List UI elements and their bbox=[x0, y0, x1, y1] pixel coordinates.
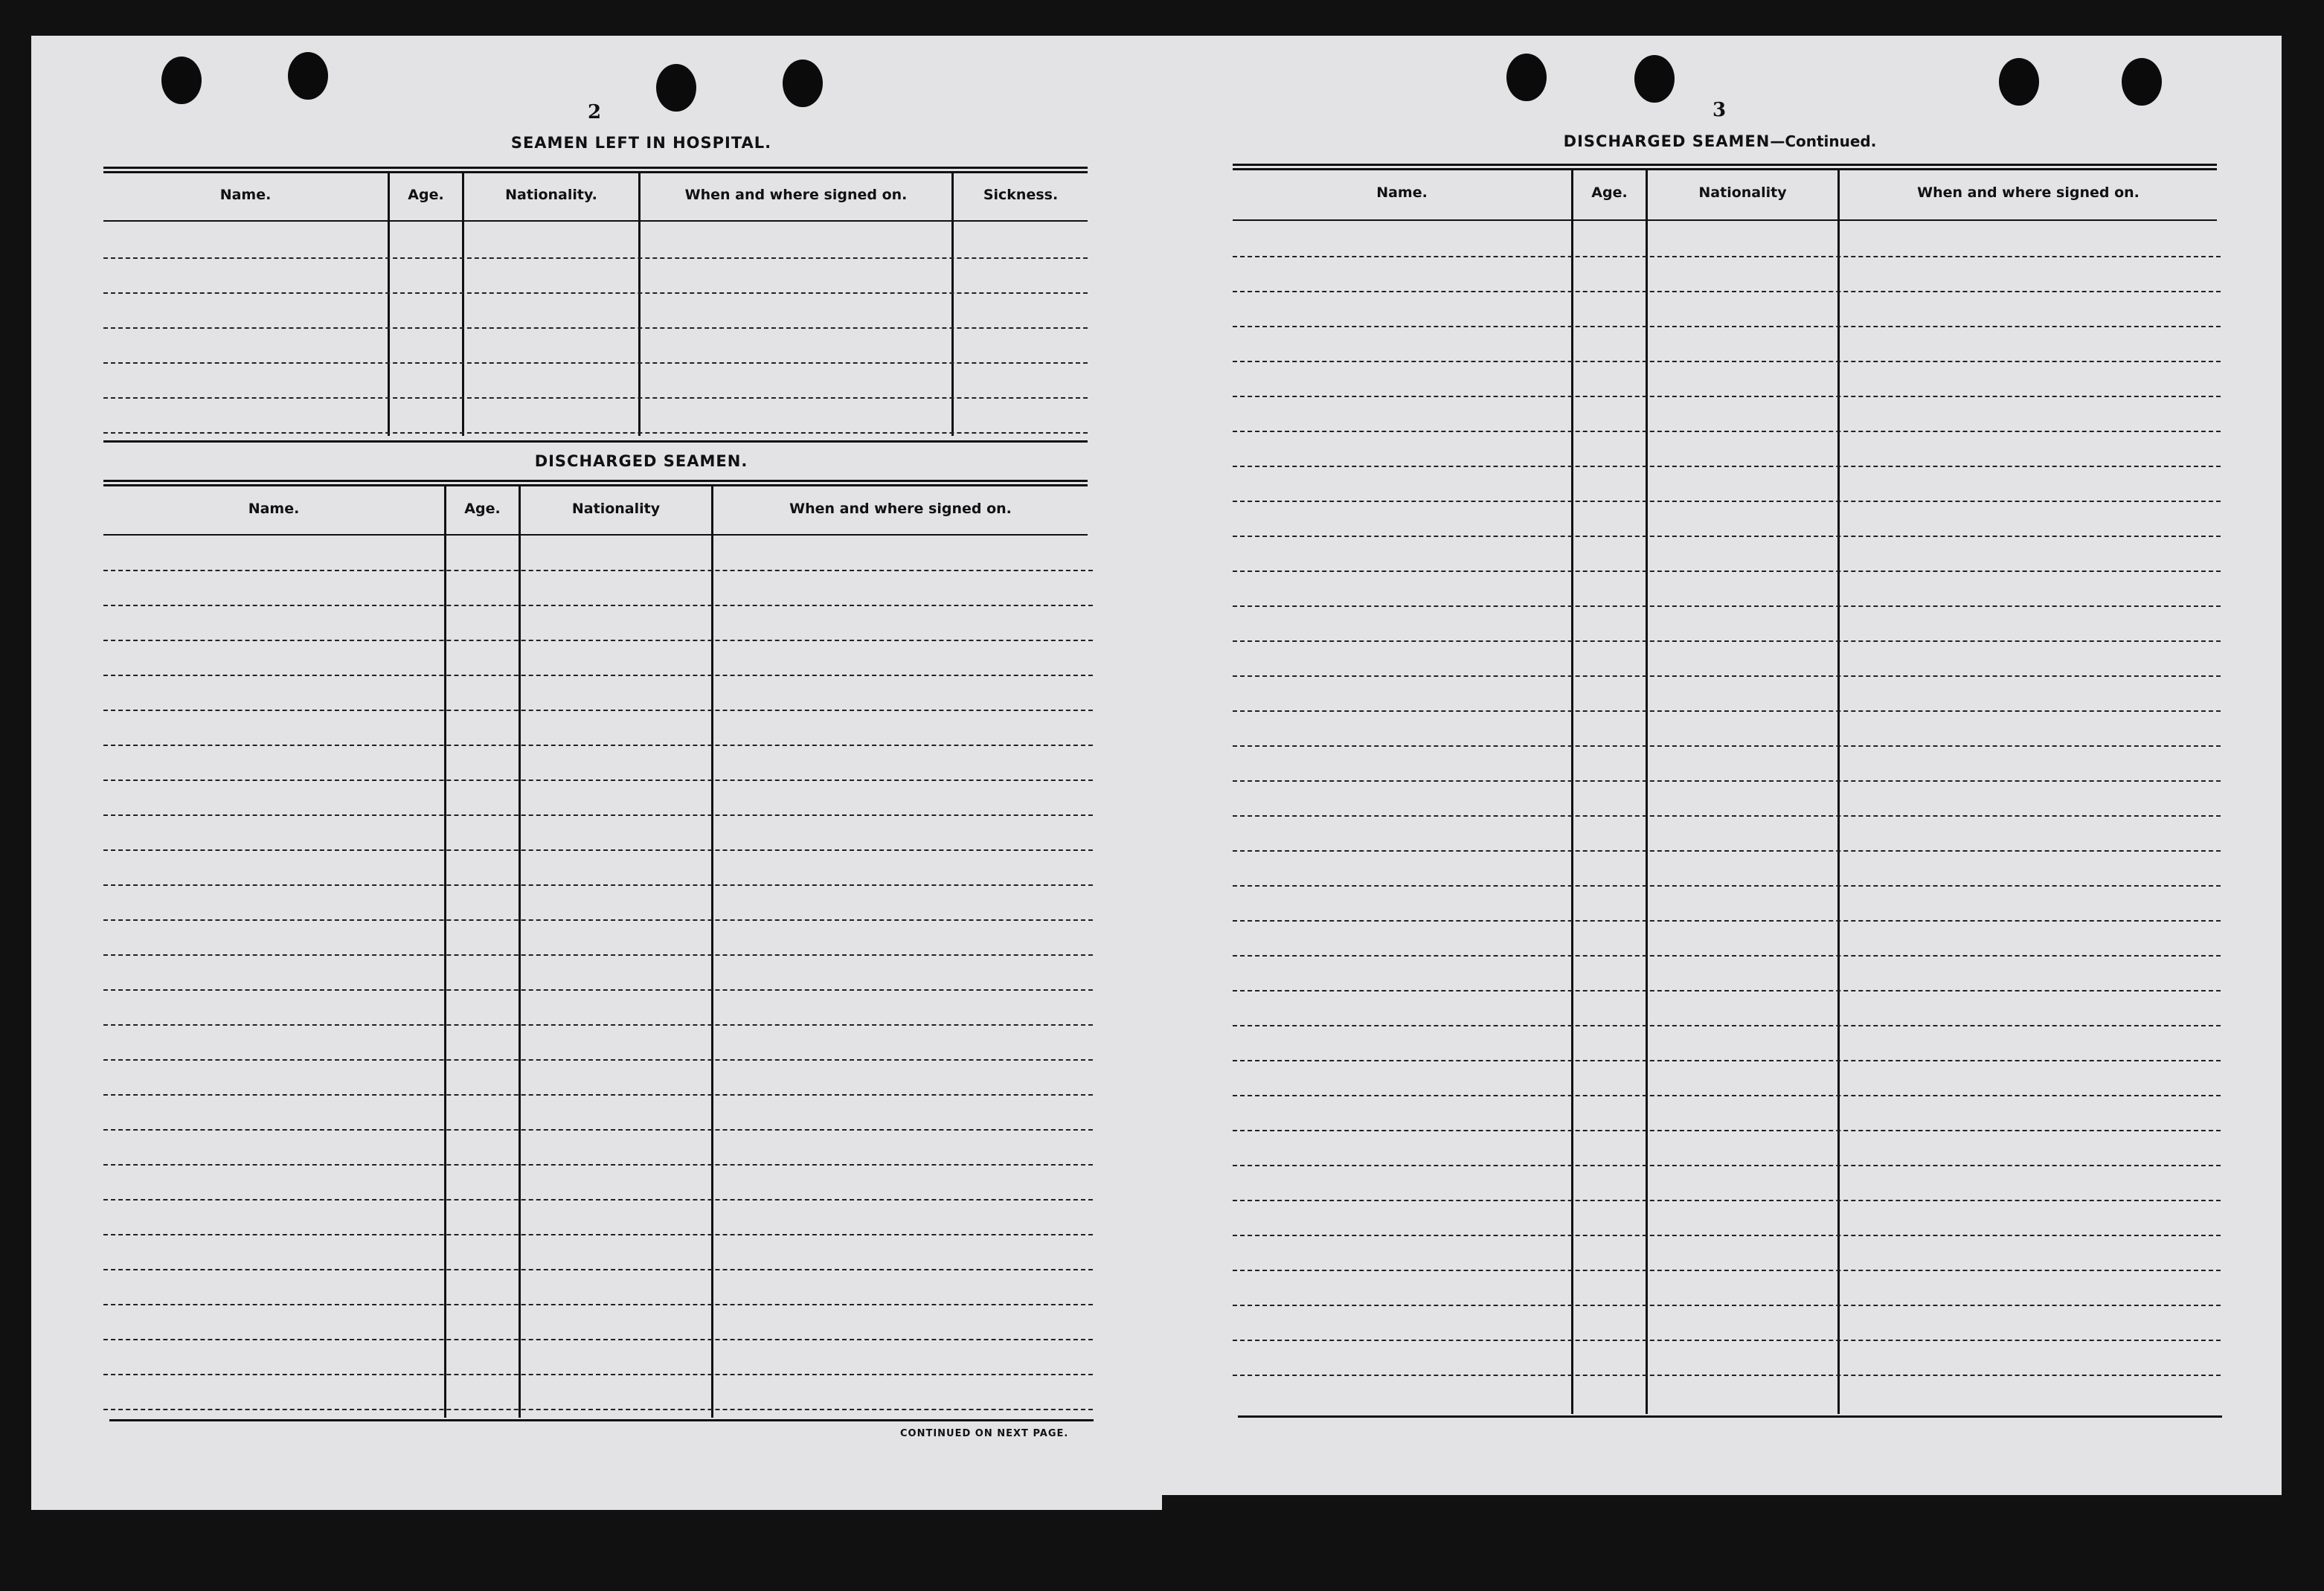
ruled-row-line bbox=[1233, 1165, 2221, 1166]
ruled-row-line bbox=[1233, 920, 2221, 922]
discharged-header-rule bbox=[103, 534, 1088, 536]
ruled-row-line bbox=[1233, 605, 2221, 607]
ruled-row-line bbox=[1233, 1200, 2221, 1201]
ruled-row-line bbox=[1233, 1375, 2221, 1376]
ruled-row-line bbox=[1233, 431, 2221, 432]
hospital-table-bottom-rule bbox=[103, 440, 1088, 443]
discharged-col-divider bbox=[519, 486, 521, 1418]
right-section-title-suffix: —Continued. bbox=[1770, 132, 1877, 150]
ruled-row-line bbox=[1233, 955, 2221, 957]
right-table-top-rule bbox=[1233, 168, 2217, 170]
ruled-row-line bbox=[103, 1304, 1093, 1305]
ruled-row-line bbox=[103, 954, 1093, 956]
ruled-row-line bbox=[103, 605, 1093, 606]
punch-hole-icon bbox=[1999, 58, 2039, 106]
hospital-col-nationality: Nationality. bbox=[505, 187, 597, 203]
ruled-row-line bbox=[103, 1269, 1093, 1270]
ruled-row-line bbox=[103, 1234, 1093, 1235]
continued-note: CONTINUED ON NEXT PAGE. bbox=[900, 1428, 1069, 1439]
ruled-row-line bbox=[103, 1164, 1093, 1166]
right-col-divider bbox=[1571, 170, 1573, 1414]
hospital-col-sickness: Sickness. bbox=[983, 187, 1059, 203]
ruled-row-line bbox=[1233, 291, 2221, 292]
ruled-row-line bbox=[1233, 675, 2221, 677]
ruled-row-line bbox=[103, 884, 1093, 886]
ruled-row-line bbox=[1233, 326, 2221, 327]
left-page bbox=[31, 36, 1162, 1510]
discharged-col-signed-on: When and where signed on. bbox=[789, 501, 1012, 517]
ruled-row-line bbox=[1233, 1060, 2221, 1061]
ruled-row-line bbox=[1233, 1095, 2221, 1096]
ruled-row-line bbox=[103, 327, 1088, 329]
right-table-bottom-rule bbox=[1238, 1415, 2222, 1418]
ruled-row-line bbox=[103, 397, 1088, 399]
ruled-row-line bbox=[103, 1129, 1093, 1131]
right-section-title bbox=[1474, 132, 1965, 150]
ruled-row-line bbox=[103, 1199, 1093, 1201]
ruled-row-line bbox=[1233, 885, 2221, 887]
page-number: 2 bbox=[587, 101, 602, 123]
ruled-row-line bbox=[103, 919, 1093, 921]
right-col-divider bbox=[1646, 170, 1648, 1414]
discharged-table-bottom-rule bbox=[109, 1419, 1094, 1421]
right-table-top-rule bbox=[1233, 164, 2217, 166]
ruled-row-line bbox=[103, 989, 1093, 991]
punch-hole-icon bbox=[161, 57, 202, 104]
ruled-row-line bbox=[1233, 501, 2221, 502]
punch-hole-icon bbox=[288, 52, 328, 100]
hospital-table-top-rule bbox=[103, 167, 1088, 169]
ruled-row-line bbox=[103, 1409, 1093, 1410]
ruled-row-line bbox=[103, 257, 1088, 259]
punch-hole-icon bbox=[2122, 58, 2162, 106]
ruled-row-line bbox=[1233, 1235, 2221, 1236]
page-number: 3 bbox=[1712, 99, 1727, 121]
ruled-row-line bbox=[1233, 536, 2221, 537]
ruled-row-line bbox=[1233, 1305, 2221, 1306]
hospital-section-title: SEAMEN LEFT IN HOSPITAL. bbox=[510, 134, 772, 152]
ruled-row-line bbox=[1233, 256, 2221, 257]
punch-hole-icon bbox=[1506, 54, 1547, 101]
hospital-col-signed-on: When and where signed on. bbox=[684, 187, 908, 203]
discharged-col-age: Age. bbox=[464, 501, 501, 517]
ruled-row-line bbox=[103, 1094, 1093, 1096]
discharged-section-title: DISCHARGED SEAMEN. bbox=[534, 452, 748, 470]
right-col-age: Age. bbox=[1591, 184, 1628, 201]
ruled-row-line bbox=[103, 710, 1093, 711]
discharged-table-top-rule bbox=[103, 484, 1088, 486]
right-col-divider bbox=[1837, 170, 1840, 1414]
right-section-title-main: DISCHARGED SEAMEN bbox=[1563, 132, 1771, 150]
hospital-col-age: Age. bbox=[408, 187, 444, 203]
hospital-header-rule bbox=[103, 220, 1088, 222]
ruled-row-line bbox=[1233, 396, 2221, 397]
ruled-row-line bbox=[103, 745, 1093, 746]
ruled-row-line bbox=[1233, 570, 2221, 572]
ruled-row-line bbox=[103, 814, 1093, 816]
ruled-row-line bbox=[1233, 990, 2221, 991]
ruled-row-line bbox=[103, 780, 1093, 781]
right-header-rule bbox=[1233, 219, 2217, 221]
ruled-row-line bbox=[1233, 466, 2221, 467]
discharged-col-name: Name. bbox=[248, 501, 300, 517]
ruled-row-line bbox=[103, 292, 1088, 294]
ruled-row-line bbox=[103, 849, 1093, 851]
discharged-col-divider bbox=[444, 486, 446, 1418]
ruled-row-line bbox=[1233, 815, 2221, 817]
discharged-col-divider bbox=[711, 486, 713, 1418]
ruled-row-line bbox=[1233, 1270, 2221, 1271]
ruled-row-line bbox=[1233, 1025, 2221, 1026]
ruled-row-line bbox=[103, 1024, 1093, 1026]
punch-hole-icon bbox=[1634, 55, 1675, 103]
ruled-row-line bbox=[1233, 1340, 2221, 1341]
ruled-row-line bbox=[103, 640, 1093, 641]
ruled-row-line bbox=[1233, 361, 2221, 362]
ruled-row-line bbox=[103, 362, 1088, 364]
right-col-signed-on: When and where signed on. bbox=[1917, 184, 2140, 201]
discharged-col-nationality: Nationality bbox=[571, 501, 661, 517]
right-col-name: Name. bbox=[1376, 184, 1428, 201]
ruled-row-line bbox=[103, 1339, 1093, 1340]
right-page bbox=[1162, 36, 2282, 1495]
ruled-row-line bbox=[1233, 780, 2221, 782]
ruled-row-line bbox=[1233, 640, 2221, 642]
right-col-nationality: Nationality bbox=[1698, 184, 1787, 201]
hospital-col-name: Name. bbox=[219, 187, 272, 203]
punch-hole-icon bbox=[783, 60, 823, 107]
ruled-row-line bbox=[103, 675, 1093, 676]
ruled-row-line bbox=[1233, 745, 2221, 747]
ruled-row-line bbox=[1233, 850, 2221, 852]
ruled-row-line bbox=[103, 1059, 1093, 1061]
ruled-row-line bbox=[103, 570, 1093, 571]
ruled-row-line bbox=[1233, 710, 2221, 712]
ruled-row-line bbox=[103, 1374, 1093, 1375]
ruled-row-line bbox=[1233, 1130, 2221, 1131]
discharged-table-top-rule bbox=[103, 480, 1088, 482]
hospital-table-top-rule bbox=[103, 171, 1088, 173]
ruled-row-line bbox=[103, 432, 1088, 434]
